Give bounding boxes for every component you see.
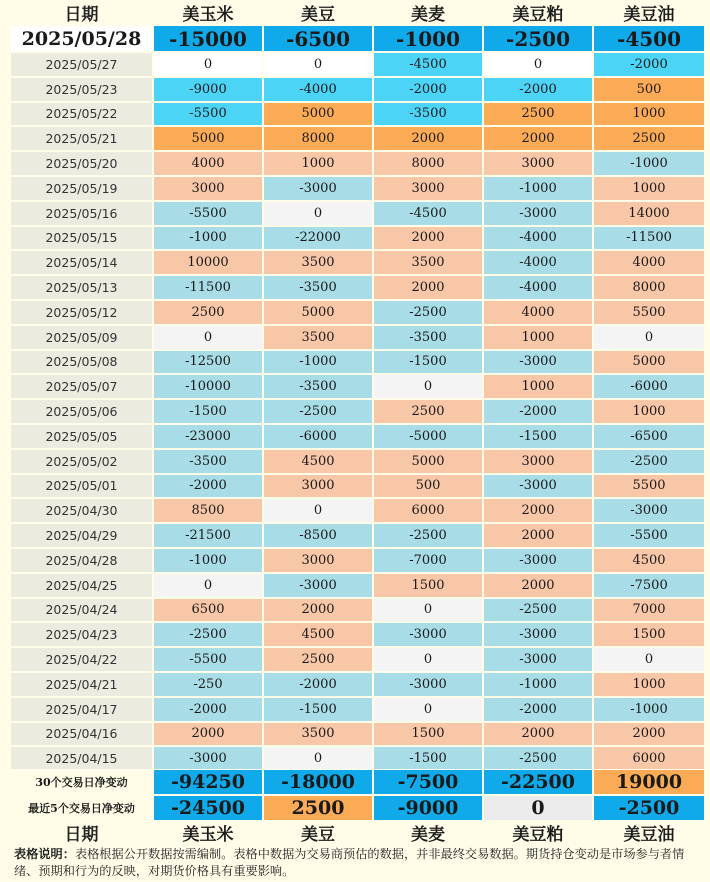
row-value-corn: -12500 <box>153 350 263 375</box>
row-value-soymeal: 2000 <box>483 722 593 747</box>
table-row <box>0 598 710 623</box>
row-value-corn: -2000 <box>153 474 263 499</box>
latest-wheat: -1000 <box>373 25 483 52</box>
table-note-text: 表格根据公开数据按需编制。表格中数据为交易商预估的数据，并非最终交易数据。期货持仓变动是市场参与者情绪、预期和行为的反映，对期货价格具有重要影响。 <box>14 847 685 878</box>
row-value-wheat: 2000 <box>373 126 483 151</box>
summary-5-soybean: 2500 <box>263 795 373 821</box>
row-value-corn: 0 <box>153 52 263 77</box>
row-date: 2025/04/29 <box>10 523 153 548</box>
row-value-corn: 0 <box>153 573 263 598</box>
row-value-corn: 0 <box>153 325 263 350</box>
row-value-corn: -9000 <box>153 77 263 102</box>
row-value-soymeal: 0 <box>483 52 593 77</box>
row-date: 2025/05/08 <box>10 350 153 375</box>
row-value-soyoil: 4000 <box>593 250 705 275</box>
row-value-soybean: -4000 <box>263 77 373 102</box>
latest-soymeal: -2500 <box>483 25 593 52</box>
table-row <box>0 52 710 77</box>
summary-30-corn: -94250 <box>153 769 263 795</box>
row-value-wheat: 2000 <box>373 226 483 251</box>
summary-5-label: 最近5个交易日净变动 <box>10 795 153 821</box>
row-value-soymeal: 2000 <box>483 126 593 151</box>
row-value-wheat: -2000 <box>373 77 483 102</box>
row-value-soymeal: 1000 <box>483 325 593 350</box>
row-date: 2025/04/15 <box>10 746 153 771</box>
row-value-corn: -23000 <box>153 424 263 449</box>
row-value-wheat: 3500 <box>373 250 483 275</box>
table-row <box>0 201 710 226</box>
row-date: 2025/04/28 <box>10 548 153 573</box>
row-value-soyoil: 0 <box>593 647 705 672</box>
row-value-soybean: 3500 <box>263 250 373 275</box>
row-value-corn: -10000 <box>153 374 263 399</box>
summary-30-soymeal: -22500 <box>483 769 593 795</box>
row-value-soybean: 4500 <box>263 449 373 474</box>
row-value-soymeal: -1000 <box>483 672 593 697</box>
footer-header-corn: 美玉米 <box>153 821 263 844</box>
table-row <box>0 325 710 350</box>
row-date: 2025/05/09 <box>10 325 153 350</box>
row-value-corn: 3000 <box>153 176 263 201</box>
row-value-corn: -1500 <box>153 399 263 424</box>
table-row <box>0 126 710 151</box>
row-value-corn: -3500 <box>153 449 263 474</box>
row-value-wheat: 6000 <box>373 498 483 523</box>
row-date: 2025/05/21 <box>10 126 153 151</box>
row-value-wheat: -4500 <box>373 52 483 77</box>
row-value-wheat: -3500 <box>373 325 483 350</box>
table-note <box>14 846 704 880</box>
row-value-corn: -1000 <box>153 226 263 251</box>
row-value-soyoil: 1500 <box>593 622 705 647</box>
row-value-wheat: -5000 <box>373 424 483 449</box>
row-date: 2025/05/02 <box>10 449 153 474</box>
summary-30-label: 30个交易日净变动 <box>10 769 153 795</box>
summary-5-soyoil: -2500 <box>593 795 705 821</box>
row-value-soybean: -3500 <box>263 275 373 300</box>
table-row <box>0 275 710 300</box>
row-value-soymeal: -3000 <box>483 350 593 375</box>
table-row <box>0 548 710 573</box>
row-value-soybean: -22000 <box>263 226 373 251</box>
row-value-soyoil: 1000 <box>593 399 705 424</box>
table-row <box>0 498 710 523</box>
table-row <box>0 647 710 672</box>
latest-corn: -15000 <box>153 25 263 52</box>
row-value-soyoil: -2500 <box>593 449 705 474</box>
row-value-wheat: 5000 <box>373 449 483 474</box>
row-value-soybean: -2500 <box>263 399 373 424</box>
row-value-corn: 10000 <box>153 250 263 275</box>
row-date: 2025/05/05 <box>10 424 153 449</box>
footer-header-soyoil: 美豆油 <box>593 821 705 844</box>
row-value-wheat: 0 <box>373 374 483 399</box>
row-value-soymeal: 2000 <box>483 498 593 523</box>
row-value-soyoil: 5500 <box>593 474 705 499</box>
row-value-wheat: -2500 <box>373 300 483 325</box>
row-value-soybean: 0 <box>263 52 373 77</box>
row-value-soymeal: -1000 <box>483 176 593 201</box>
row-value-wheat: 1500 <box>373 573 483 598</box>
row-date: 2025/04/24 <box>10 598 153 623</box>
summary-5-wheat: -9000 <box>373 795 483 821</box>
row-value-soyoil: 8000 <box>593 275 705 300</box>
header-corn: 美玉米 <box>153 0 263 25</box>
row-date: 2025/05/20 <box>10 151 153 176</box>
row-value-corn: -2500 <box>153 622 263 647</box>
row-value-corn: 5000 <box>153 126 263 151</box>
row-value-soybean: 3500 <box>263 325 373 350</box>
footer-header-wheat: 美麦 <box>373 821 483 844</box>
row-value-wheat: -3500 <box>373 102 483 127</box>
table-row <box>0 399 710 424</box>
row-value-soyoil: -7500 <box>593 573 705 598</box>
table-row <box>0 523 710 548</box>
row-date: 2025/05/12 <box>10 300 153 325</box>
row-value-soymeal: -3000 <box>483 474 593 499</box>
table-row <box>0 449 710 474</box>
row-value-soymeal: -4000 <box>483 226 593 251</box>
row-value-soyoil: 6000 <box>593 746 705 771</box>
row-value-wheat: -3000 <box>373 672 483 697</box>
row-value-corn: 6500 <box>153 598 263 623</box>
summary-30-soyoil: 19000 <box>593 769 705 795</box>
footer-header-row <box>0 821 710 844</box>
row-value-soymeal: -3000 <box>483 647 593 672</box>
table-row <box>0 77 710 102</box>
row-value-soybean: 2500 <box>263 647 373 672</box>
footer-header-soybean: 美豆 <box>263 821 373 844</box>
row-value-soyoil: 500 <box>593 77 705 102</box>
row-value-soybean: 5000 <box>263 102 373 127</box>
row-value-corn: 8500 <box>153 498 263 523</box>
row-value-soybean: -6000 <box>263 424 373 449</box>
row-value-wheat: 1500 <box>373 722 483 747</box>
row-date: 2025/05/19 <box>10 176 153 201</box>
row-value-wheat: 0 <box>373 598 483 623</box>
row-value-soybean: -1000 <box>263 350 373 375</box>
row-value-wheat: 2000 <box>373 275 483 300</box>
row-value-wheat: -4500 <box>373 201 483 226</box>
row-value-soymeal: 4000 <box>483 300 593 325</box>
table-row <box>0 573 710 598</box>
table-row <box>0 350 710 375</box>
row-value-soyoil: -6500 <box>593 424 705 449</box>
table-row <box>0 697 710 722</box>
row-value-soybean: 8000 <box>263 126 373 151</box>
table-row <box>0 622 710 647</box>
row-value-soymeal: -2000 <box>483 399 593 424</box>
table-row <box>0 474 710 499</box>
row-value-soyoil: 1000 <box>593 102 705 127</box>
row-value-wheat: -1500 <box>373 350 483 375</box>
row-value-wheat: 2500 <box>373 399 483 424</box>
table-row <box>0 176 710 201</box>
row-value-wheat: 500 <box>373 474 483 499</box>
row-value-soyoil: -5500 <box>593 523 705 548</box>
row-date: 2025/04/21 <box>10 672 153 697</box>
row-value-soymeal: 1000 <box>483 374 593 399</box>
row-value-soyoil: 7000 <box>593 598 705 623</box>
row-value-wheat: 3000 <box>373 176 483 201</box>
row-value-soyoil: -3000 <box>593 498 705 523</box>
row-value-soymeal: -2000 <box>483 77 593 102</box>
row-value-soybean: -3000 <box>263 176 373 201</box>
row-value-wheat: 0 <box>373 647 483 672</box>
row-value-corn: -5500 <box>153 201 263 226</box>
row-value-corn: 2000 <box>153 722 263 747</box>
row-date: 2025/05/22 <box>10 102 153 127</box>
row-value-soymeal: -4000 <box>483 250 593 275</box>
row-value-soyoil: 5500 <box>593 300 705 325</box>
table-row <box>0 151 710 176</box>
row-value-soymeal: -2500 <box>483 598 593 623</box>
header-row <box>0 0 710 25</box>
table-row <box>0 746 710 771</box>
row-value-corn: -11500 <box>153 275 263 300</box>
row-value-soybean: 0 <box>263 201 373 226</box>
row-value-soybean: -8500 <box>263 523 373 548</box>
row-value-soymeal: -1500 <box>483 424 593 449</box>
header-soybean: 美豆 <box>263 0 373 25</box>
latest-soyoil: -4500 <box>593 25 705 52</box>
summary-30-row <box>0 769 710 795</box>
row-value-soybean: 3500 <box>263 722 373 747</box>
row-date: 2025/04/16 <box>10 722 153 747</box>
row-date: 2025/04/25 <box>10 573 153 598</box>
row-value-corn: -250 <box>153 672 263 697</box>
summary-5-soymeal: 0 <box>483 795 593 821</box>
row-value-soyoil: 2000 <box>593 722 705 747</box>
row-value-soyoil: 1000 <box>593 672 705 697</box>
row-value-corn: -5500 <box>153 647 263 672</box>
header-date: 日期 <box>10 0 153 25</box>
row-value-corn: 4000 <box>153 151 263 176</box>
row-value-soybean: 3000 <box>263 548 373 573</box>
row-date: 2025/05/27 <box>10 52 153 77</box>
latest-date: 2025/05/28 <box>10 25 153 52</box>
row-date: 2025/05/07 <box>10 374 153 399</box>
row-value-wheat: -1500 <box>373 746 483 771</box>
table-row <box>0 102 710 127</box>
row-value-soybean: 1000 <box>263 151 373 176</box>
row-value-wheat: 8000 <box>373 151 483 176</box>
row-value-corn: 2500 <box>153 300 263 325</box>
row-value-wheat: 0 <box>373 697 483 722</box>
row-date: 2025/05/13 <box>10 275 153 300</box>
table-row <box>0 722 710 747</box>
header-soymeal: 美豆粕 <box>483 0 593 25</box>
row-date: 2025/05/01 <box>10 474 153 499</box>
row-value-soyoil: -1000 <box>593 697 705 722</box>
table-row <box>0 672 710 697</box>
row-value-soymeal: 2000 <box>483 573 593 598</box>
row-value-corn: -2000 <box>153 697 263 722</box>
row-value-soymeal: -2500 <box>483 746 593 771</box>
row-date: 2025/05/06 <box>10 399 153 424</box>
row-date: 2025/04/17 <box>10 697 153 722</box>
footer-header-date: 日期 <box>10 821 153 844</box>
row-date: 2025/04/23 <box>10 622 153 647</box>
header-wheat: 美麦 <box>373 0 483 25</box>
row-value-soybean: -3000 <box>263 573 373 598</box>
row-value-soymeal: -2000 <box>483 697 593 722</box>
row-date: 2025/05/15 <box>10 226 153 251</box>
row-value-soyoil: -2000 <box>593 52 705 77</box>
row-value-soymeal: 2000 <box>483 523 593 548</box>
row-value-soymeal: 3000 <box>483 449 593 474</box>
summary-5-corn: -24500 <box>153 795 263 821</box>
table-row <box>0 424 710 449</box>
row-value-soyoil: 1000 <box>593 176 705 201</box>
row-value-wheat: -3000 <box>373 622 483 647</box>
row-value-soymeal: 3000 <box>483 151 593 176</box>
row-date: 2025/05/14 <box>10 250 153 275</box>
row-value-wheat: -7000 <box>373 548 483 573</box>
row-value-soybean: -3500 <box>263 374 373 399</box>
summary-30-wheat: -7500 <box>373 769 483 795</box>
row-value-soymeal: 2500 <box>483 102 593 127</box>
row-date: 2025/04/30 <box>10 498 153 523</box>
footer-header-soymeal: 美豆粕 <box>483 821 593 844</box>
row-value-soybean: 5000 <box>263 300 373 325</box>
row-value-wheat: -2500 <box>373 523 483 548</box>
table-row <box>0 226 710 251</box>
row-value-soybean: 0 <box>263 498 373 523</box>
row-value-soymeal: -3000 <box>483 622 593 647</box>
row-date: 2025/05/16 <box>10 201 153 226</box>
row-value-soybean: 3000 <box>263 474 373 499</box>
summary-5-row <box>0 795 710 821</box>
table-note-label: 表格说明： <box>14 847 75 861</box>
table-row <box>0 300 710 325</box>
row-value-soybean: -1500 <box>263 697 373 722</box>
summary-30-soybean: -18000 <box>263 769 373 795</box>
latest-row <box>0 25 710 52</box>
row-value-corn: -3000 <box>153 746 263 771</box>
row-value-soyoil: -1000 <box>593 151 705 176</box>
table-row <box>0 250 710 275</box>
row-value-soyoil: 4500 <box>593 548 705 573</box>
row-value-soyoil: 2500 <box>593 126 705 151</box>
row-value-soybean: 2000 <box>263 598 373 623</box>
row-value-soyoil: 0 <box>593 325 705 350</box>
header-soyoil: 美豆油 <box>593 0 705 25</box>
row-date: 2025/05/23 <box>10 77 153 102</box>
row-value-soyoil: -11500 <box>593 226 705 251</box>
row-value-soymeal: -3000 <box>483 548 593 573</box>
row-value-soybean: 4500 <box>263 622 373 647</box>
table-row <box>0 374 710 399</box>
row-value-soybean: 0 <box>263 746 373 771</box>
row-value-corn: -1000 <box>153 548 263 573</box>
row-value-soyoil: 14000 <box>593 201 705 226</box>
row-value-corn: -5500 <box>153 102 263 127</box>
row-date: 2025/04/22 <box>10 647 153 672</box>
row-value-soymeal: -4000 <box>483 275 593 300</box>
row-value-soybean: -2000 <box>263 672 373 697</box>
row-value-soyoil: 5000 <box>593 350 705 375</box>
row-value-soyoil: -6000 <box>593 374 705 399</box>
row-value-soymeal: -3000 <box>483 201 593 226</box>
latest-soybean: -6500 <box>263 25 373 52</box>
row-value-corn: -21500 <box>153 523 263 548</box>
